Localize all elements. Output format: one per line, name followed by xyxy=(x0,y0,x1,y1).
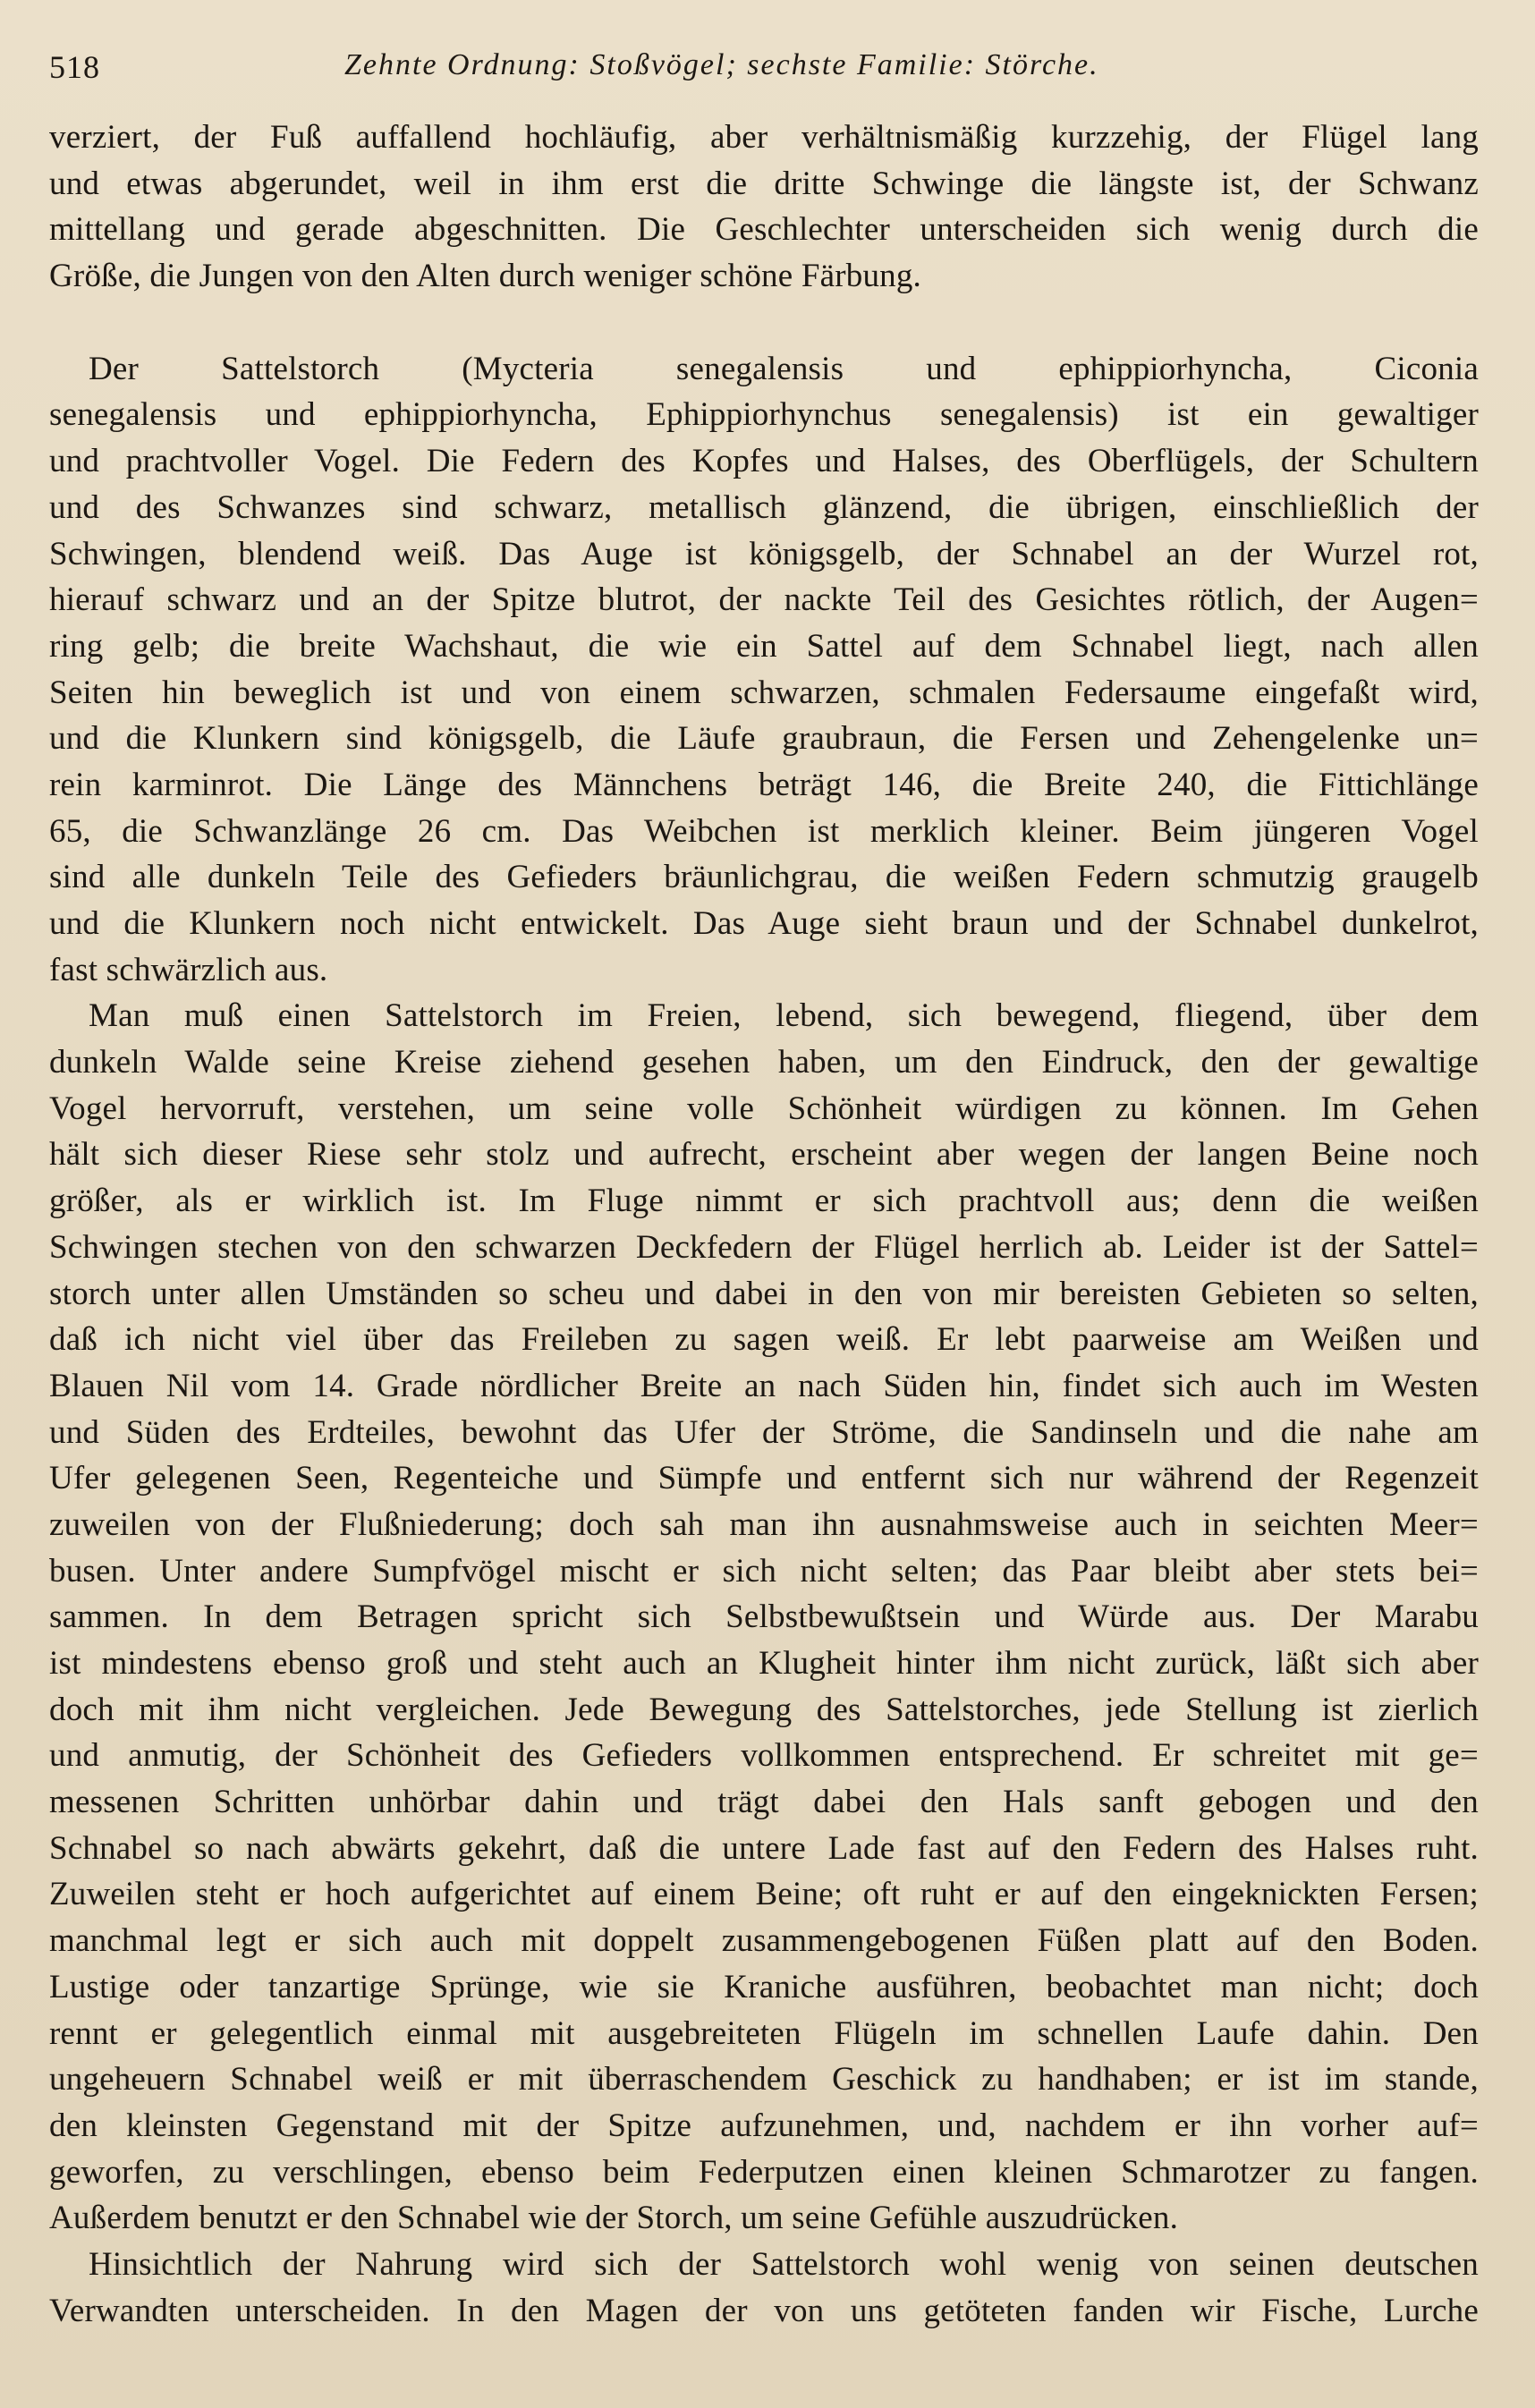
text-line: ungeheuern Schnabel weiß er mit überraschendem Geschick zu handhaben; er ist im stande, xyxy=(49,2061,1479,2099)
text-line: Man muß einen Sattelstorch im Freien, lebend, sich bewegend, fliegend, über dem xyxy=(89,997,1479,1035)
body-text xyxy=(49,114,1479,2334)
text-line: manchmal legt er sich auch mit doppelt zusammengebogenen Füßen platt auf den Boden. xyxy=(49,1922,1479,1960)
text-line: Schnabel so nach abwärts gekehrt, daß die untere Lade fast auf den Federn des Halses ruht. xyxy=(49,1829,1479,1867)
text-line: Seiten hin beweglich ist und von einem schwarzen, schmalen Federsaume eingefaßt wird, xyxy=(49,674,1479,711)
text-line: hierauf schwarz und an der Spitze blutrot, der nackte Teil des Gesichtes rötlich, der Augen= xyxy=(49,581,1479,619)
running-title: Zehnte Ordnung: Stoßvögel; sechste Familie: Störche. xyxy=(344,48,1099,81)
text-line: doch mit ihm nicht vergleichen. Jede Bewegung des Sattelstorches, jede Stellung ist zierlich xyxy=(49,1691,1479,1728)
text-line: hält sich dieser Riese sehr stolz und aufrecht, erscheint aber wegen der langen Beine noch xyxy=(49,1136,1479,1174)
text-line: storch unter allen Umständen so scheu und dabei in den von mir bereisten Gebieten so selten, xyxy=(49,1275,1479,1312)
text-line: zuweilen von der Flußniederung; doch sah man ihn ausnahmsweise auch in seichten Meer= xyxy=(49,1505,1479,1543)
text-line: messenen Schritten unhörbar dahin und trägt dabei den Hals sanft gebogen und den xyxy=(49,1784,1479,1821)
text-line: Ufer gelegenen Seen, Regenteiche und Sümpfe und entfernt sich nur während der Regenzeit xyxy=(49,1460,1479,1497)
text-line: und prachtvoller Vogel. Die Federn des Kopfes und Halses, des Oberflügels, der Schultern xyxy=(49,443,1479,480)
text-line: Der Sattelstorch (Mycteria senegalensis und ephippiorhyncha, Ciconia xyxy=(89,350,1479,387)
text-line: verziert, der Fuß auffallend hochläufig, aber verhältnismäßig kurzzehig, der Flügel lang xyxy=(49,119,1479,156)
text-line: Schwingen stechen von den schwarzen Deckfedern der Flügel herrlich ab. Leider ist der Sattel= xyxy=(49,1228,1479,1266)
text-line: Außerdem benutzt er den Schnabel wie der Storch, um seine Gefühle auszudrücken. xyxy=(49,2200,1179,2237)
text-line: sind alle dunkeln Teile des Gefieders bräunlichgrau, die weißen Federn schmutzig graugelb xyxy=(49,859,1479,896)
text-line: und Süden des Erdteiles, bewohnt das Ufer der Ströme, die Sandinseln und die nahe am xyxy=(49,1413,1479,1451)
text-line: rein karminrot. Die Länge des Männchens beträgt 146, die Breite 240, die Fittichlänge xyxy=(49,766,1479,803)
text-line: 65, die Schwanzlänge 26 cm. Das Weibchen ist merklich kleiner. Beim jüngeren Vogel xyxy=(49,812,1479,850)
text-line: Lustige oder tanzartige Sprünge, wie sie Kraniche ausführen, beobachtet man nicht; doch xyxy=(49,1968,1479,2005)
text-line: den kleinsten Gegenstand mit der Spitze aufzunehmen, und, nachdem er ihn vorher auf= xyxy=(49,2107,1479,2144)
page-number: 518 xyxy=(49,49,100,85)
text-line: und anmutig, der Schönheit des Gefieders vollkommen entsprechend. Er schreitet mit ge= xyxy=(49,1737,1479,1775)
text-line: Hinsichtlich der Nahrung wird sich der Sattelstorch wohl wenig von seinen deutschen xyxy=(89,2245,1479,2283)
paragraph-gap xyxy=(49,300,1479,346)
text-line: und des Schwanzes sind schwarz, metallisch glänzend, die übrigen, einschließlich der xyxy=(49,488,1479,526)
text-line: Zuweilen steht er hoch aufgerichtet auf einem Beine; oft ruht er auf den eingeknickten Fersen; xyxy=(49,1876,1479,1913)
text-line: dunkeln Walde seine Kreise ziehend gesehen haben, um den Eindruck, den der gewaltige xyxy=(49,1044,1479,1081)
paragraph-3 xyxy=(49,993,1479,2242)
text-line: geworfen, zu verschlingen, ebenso beim Federputzen einen kleinen Schmarotzer zu fangen. xyxy=(49,2153,1479,2191)
text-line: rennt er gelegentlich einmal mit ausgebreiteten Flügeln im schnellen Laufe dahin. Den xyxy=(49,2014,1479,2052)
text-line: mittellang und gerade abgeschnitten. Die Geschlechter unterscheiden sich wenig durch die xyxy=(49,211,1479,249)
text-line: Schwingen, blendend weiß. Das Auge ist königsgelb, der Schnabel an der Wurzel rot, xyxy=(49,535,1479,572)
text-line: Blauen Nil vom 14. Grade nördlicher Breite an nach Süden hin, findet sich auch im Westen xyxy=(49,1367,1479,1404)
text-line: und etwas abgerundet, weil in ihm erst die dritte Schwinge die längste ist, der Schwanz xyxy=(49,165,1479,202)
text-line: ist mindestens ebenso groß und steht auch an Klugheit hinter ihm nicht zurück, läßt sich aber xyxy=(49,1645,1479,1682)
text-line: und die Klunkern noch nicht entwickelt. Das Auge sieht braun und der Schnabel dunkelrot, xyxy=(49,905,1479,942)
text-line: daß ich nicht viel über das Freileben zu sagen weiß. Er lebt paarweise am Weißen und xyxy=(49,1321,1479,1359)
text-line: Größe, die Jungen von den Alten durch weniger schöne Färbung. xyxy=(49,258,921,295)
page-header xyxy=(49,34,1480,97)
text-line: ring gelb; die breite Wachshaut, die wie ein Sattel auf dem Schnabel liegt, nach allen xyxy=(49,627,1479,665)
text-line: Verwandten unterscheiden. In den Magen der von uns getöteten fanden wir Fische, Lurche xyxy=(49,2292,1479,2329)
paragraph-1 xyxy=(49,114,1479,300)
paragraph-2 xyxy=(49,346,1479,994)
text-line: Vogel hervorruft, verstehen, um seine volle Schönheit würdigen zu können. Im Gehen xyxy=(49,1090,1479,1127)
text-line: sammen. In dem Betragen spricht sich Selbstbewußtsein und Würde aus. Der Marabu xyxy=(49,1598,1479,1636)
paragraph-4 xyxy=(49,2242,1479,2334)
text-line: busen. Unter andere Sumpfvögel mischt er sich nicht selten; das Paar bleibt aber stets bei= xyxy=(49,1552,1479,1590)
text-line: fast schwärzlich aus. xyxy=(49,951,328,988)
text-line: senegalensis und ephippiorhyncha, Ephippiorhynchus senegalensis) ist ein gewaltiger xyxy=(49,396,1479,434)
text-line: größer, als er wirklich ist. Im Fluge nimmt er sich prachtvoll aus; denn die weißen xyxy=(49,1183,1479,1220)
text-line: und die Klunkern sind königsgelb, die Läufe graubraun, die Fersen und Zehengelenke un= xyxy=(49,720,1479,758)
